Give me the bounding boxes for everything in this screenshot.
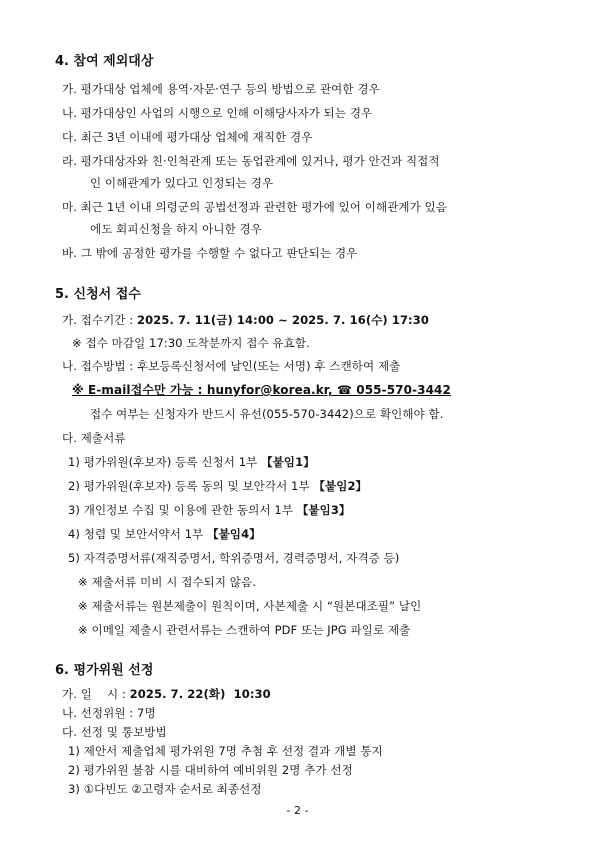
s5-note-1: ※ 제출서류 미비 시 접수되지 않음. xyxy=(78,575,256,589)
s5-doc-5: 5) 자격증명서류(재직증명서, 학위증명서, 경력증명서, 자격증 등) xyxy=(68,551,400,565)
s4-item-na: 나. 평가대상인 사업의 시행으로 인해 이해당사자가 되는 경우 xyxy=(62,106,373,120)
s5-note-2: ※ 제출서류는 원본제출이 원칙이며, 사본제출 시 “원본대조필” 날인 xyxy=(78,599,422,613)
s5-doc-4-text: 4) 청렴 및 보안서약서 1부 xyxy=(68,527,208,541)
s6-method-3: 3) ①다빈도 ②고령자 순서로 최종선정 xyxy=(68,782,262,796)
s4-item-ma-line2: 에도 회피신청을 하지 아니한 경우 xyxy=(90,222,262,236)
s5-period xyxy=(62,313,429,327)
s4-item-ga: 가. 평가대상 업체에 용역·자문·연구 등의 방법으로 관여한 경우 xyxy=(62,82,380,96)
s5-doc-4-tag: 【붙임4】 xyxy=(207,527,261,541)
s6-date-value: 2025. 7. 22(화) 10:30 xyxy=(129,687,271,701)
section-4-title: 4. 참여 제외대상 xyxy=(55,54,154,69)
s5-doc-2-text: 2) 평가위원(후보자) 등록 동의 및 보안각서 1부 xyxy=(68,479,314,493)
s4-item-ba: 바. 그 밖에 공정한 평가를 수행할 수 없다고 판단되는 경우 xyxy=(62,246,358,260)
s5-doc-4 xyxy=(68,527,261,541)
s5-period-label: 가. 접수기간 : xyxy=(62,313,138,327)
page-number: - 2 - xyxy=(286,804,309,817)
s6-date-label: 가. 일 시 : xyxy=(62,687,130,701)
s5-email-line: ※ E-mail접수만 가능 : hunyfor@korea.kr, ☎ 055-570-3442 xyxy=(72,383,451,397)
s5-doc-3-tag: 【붙임3】 xyxy=(296,503,351,517)
s5-period-note: ※ 접수 마감일 17:30 도착분까지 접수 유효함. xyxy=(72,336,310,350)
s6-method-title: 다. 선정 및 통보방법 xyxy=(62,725,167,739)
s4-item-ma-line1: 마. 최근 1년 이내 의령군의 공법선정과 관련한 평가에 있어 이해관계가 있음 xyxy=(62,200,447,214)
s6-date xyxy=(62,687,271,701)
s4-item-ra-line2: 인 이해관계가 있다고 인정되는 경우 xyxy=(90,176,274,190)
s6-method-1: 1) 제안서 제출업체 평가위원 7명 추첨 후 선정 결과 개별 통지 xyxy=(68,744,383,758)
s5-note-3: ※ 이메일 제출시 관련서류는 스캔하여 PDF 또는 JPG 파일로 제출 xyxy=(78,623,411,637)
s5-confirm-note: 접수 여부는 신청자가 반드시 유선(055-570-3442)으로 확인해야 함. xyxy=(90,407,444,421)
s5-doc-1 xyxy=(68,455,315,469)
s5-doc-1-tag: 【붙임1】 xyxy=(261,455,315,469)
s5-docs-title: 다. 제출서류 xyxy=(62,431,126,445)
s5-doc-1-text: 1) 평가위원(후보자) 등록 신청서 1부 xyxy=(68,455,262,469)
s6-count: 나. 선정위원 : 7명 xyxy=(62,706,156,720)
s5-doc-2-tag: 【붙임2】 xyxy=(313,479,368,493)
s5-doc-3 xyxy=(68,503,351,517)
s5-method: 나. 접수방법 : 후보등록신청서에 날인(또는 서명) 후 스캔하여 제출 xyxy=(62,359,401,373)
s4-item-ra-line1: 라. 평가대상자와 친·인척관계 또는 동업관계에 있거나, 평가 안건과 직접적 xyxy=(62,154,440,168)
s5-doc-2 xyxy=(68,479,367,493)
section-5-title: 5. 신청서 접수 xyxy=(55,287,141,302)
s4-item-da: 다. 최근 3년 이내에 평가대상 업체에 재직한 경우 xyxy=(62,130,313,144)
section-6-title: 6. 평가위원 선정 xyxy=(55,663,154,678)
s6-method-2: 2) 평가위원 불참 시를 대비하여 예비위원 2명 추가 선정 xyxy=(68,763,353,777)
s5-period-value: 2025. 7. 11(금) 14:00 ~ 2025. 7. 16(수) 17:30 xyxy=(137,313,429,327)
s5-doc-3-text: 3) 개인정보 수집 및 이용에 관한 동의서 1부 xyxy=(68,503,297,517)
